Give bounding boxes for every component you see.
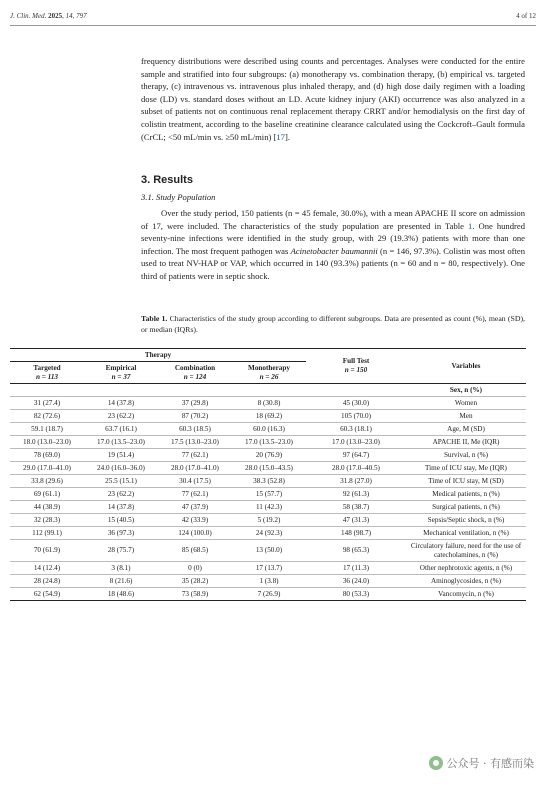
variable-label: Surgical patients, n (%) [406, 501, 526, 514]
table-cell: 3 (8.1) [84, 562, 158, 575]
table-row [10, 514, 526, 527]
col-header-monotherapy: Monotherapy n = 26 [248, 363, 290, 381]
table-row [10, 475, 526, 488]
table-row [10, 462, 526, 475]
table-cell: 17.0 (13.5–23.0) [84, 436, 158, 449]
table-cell: 87 (70.2) [158, 410, 232, 423]
table-reference-link[interactable]: 1 [468, 220, 473, 231]
col-header-empirical: Empirical n = 37 [105, 363, 137, 381]
table-cell: 17.5 (13.0–23.0) [158, 436, 232, 449]
table-cell: 31 (27.4) [10, 397, 84, 410]
table-cell: 82 (72.6) [10, 410, 84, 423]
section-title: 3. Results [141, 174, 193, 186]
table-cell: 42 (33.9) [158, 514, 232, 527]
variable-label: Age, M (SD) [406, 423, 526, 436]
reference-link[interactable]: 17 [276, 131, 285, 142]
variable-label: Circulatory failure, need for the use of catecholamines, n (%) [406, 540, 526, 562]
col-header-targeted: Targeted n = 113 [33, 363, 61, 381]
table-caption: Table 1. Characteristics of the study group according to different subgroups. Data are presented as count (%), mean (SD), or median (IQRs). [141, 314, 525, 334]
table-cell: 29.0 (17.0–41.0) [10, 462, 84, 475]
table-cell: 80 (53.3) [306, 588, 406, 601]
variable-label: Vancomycin, n (%) [406, 588, 526, 601]
page-number: 4 of 12 [516, 12, 536, 20]
variable-label: Aminoglycosides, n (%) [406, 575, 526, 588]
table-cell: 97 (64.7) [306, 449, 406, 462]
table-cell: 59.1 (18.7) [10, 423, 84, 436]
variable-label: Time of ICU stay, M (SD) [406, 475, 526, 488]
table-row [10, 562, 526, 575]
table-cell: 13 (50.0) [232, 540, 306, 562]
variable-label: Sepsis/Septic shock, n (%) [406, 514, 526, 527]
table-cell: 77 (62.1) [158, 488, 232, 501]
table-cell: 17.0 (13.0–23.0) [306, 436, 406, 449]
table-cell: 35 (28.2) [158, 575, 232, 588]
table-cell: 23 (62.2) [84, 488, 158, 501]
table-cell: 18 (69.2) [232, 410, 306, 423]
watermark: 公众号 · 有感而染 [429, 755, 535, 771]
table-cell: 60.3 (18.1) [306, 423, 406, 436]
table-cell: 31.8 (27.0) [306, 475, 406, 488]
table-cell: 20 (76.9) [232, 449, 306, 462]
table-cell: 5 (19.2) [232, 514, 306, 527]
table-row [10, 488, 526, 501]
table-cell: 47 (31.3) [306, 514, 406, 527]
table-cell: 60.3 (18.5) [158, 423, 232, 436]
subsection-title: 3.1. Study Population [141, 192, 216, 202]
table-cell: 17.0 (13.5–23.0) [232, 436, 306, 449]
table-row [10, 410, 526, 423]
table-cell: 70 (61.9) [10, 540, 84, 562]
table-cell: 32 (28.3) [10, 514, 84, 527]
table-cell: 15 (40.5) [84, 514, 158, 527]
table-cell: 62 (54.9) [10, 588, 84, 601]
table-section-row [10, 384, 526, 397]
table-cell: 14 (37.8) [84, 501, 158, 514]
table-row [10, 501, 526, 514]
table-cell: 148 (98.7) [306, 527, 406, 540]
table-cell: 85 (68.5) [158, 540, 232, 562]
table-cell: 73 (58.9) [158, 588, 232, 601]
journal-citation: J. Clin. Med. 2025, 14, 797 [10, 12, 87, 20]
table-row [10, 423, 526, 436]
table-cell: 60.0 (16.3) [232, 423, 306, 436]
table-cell: 33.8 (29.6) [10, 475, 84, 488]
table-row [10, 449, 526, 462]
table-cell: 7 (26.9) [232, 588, 306, 601]
table-cell: 36 (97.3) [84, 527, 158, 540]
header-divider [10, 25, 536, 26]
table-cell: 92 (61.3) [306, 488, 406, 501]
table-cell: 18 (48.6) [84, 588, 158, 601]
variable-label: Mechanical ventilation, n (%) [406, 527, 526, 540]
variable-label: Time of ICU stay, Me (IQR) [406, 462, 526, 475]
table-cell: 23 (62.2) [84, 410, 158, 423]
table-cell: 77 (62.1) [158, 449, 232, 462]
table-cell: 24 (92.3) [232, 527, 306, 540]
table-row [10, 397, 526, 410]
table-cell: 36 (24.0) [306, 575, 406, 588]
table-cell: 105 (70.0) [306, 410, 406, 423]
table-row [10, 540, 526, 562]
table-cell: 14 (37.8) [84, 397, 158, 410]
table-cell: 45 (30.0) [306, 397, 406, 410]
table-cell: 0 (0) [158, 562, 232, 575]
col-header-variables: Variables [406, 349, 526, 384]
variable-label: Other nephrotoxic agents, n (%) [406, 562, 526, 575]
table-cell: 47 (37.9) [158, 501, 232, 514]
table-row [10, 527, 526, 540]
table-cell: 124 (100.0) [158, 527, 232, 540]
table-cell: 8 (30.8) [232, 397, 306, 410]
table-cell: 28.0 (15.0–43.5) [232, 462, 306, 475]
table-cell: 8 (21.6) [84, 575, 158, 588]
section-row-label: Sex, n (%) [406, 384, 526, 397]
table-cell: 25.5 (15.1) [84, 475, 158, 488]
table-cell: 28 (24.8) [10, 575, 84, 588]
table-cell: 28.0 (17.0–40.5) [306, 462, 406, 475]
table-cell: 28.0 (17.0–41.0) [158, 462, 232, 475]
table-cell: 112 (99.1) [10, 527, 84, 540]
methods-paragraph: frequency distributions were described using counts and percentages. Analyses were conducted for the entire sample and stratified into four subgroups: (a) monotherapy vs. combination therapy, (b) empirical vs. targeted therapy, (c) intravenous vs. intravenous plus inhaled therapy, and (d) high dose daily regimen with a loading dose (LD) vs. standard doses without an LD. Acute kidney injury (AKI) occurrence was also analyzed in a subset of patients not on continuous renal replacement therapy CRRT and/or hemodialysis on the first day of colistin treatment, according to the baseline creatinine clearance calculated using the Cockcroft–Gault formula (CrCL; <50 mL/min vs. ≥50 mL/min) [17]. [141, 56, 525, 142]
col-header-full: Full Test n = 150 [306, 349, 406, 384]
table-cell: 98 (65.3) [306, 540, 406, 562]
variable-label: Men [406, 410, 526, 423]
table-cell: 38.3 (52.8) [232, 475, 306, 488]
table-cell: 19 (51.4) [84, 449, 158, 462]
table-cell: 17 (13.7) [232, 562, 306, 575]
table-cell: 63.7 (16.1) [84, 423, 158, 436]
table-row [10, 575, 526, 588]
table-cell: 30.4 (17.5) [158, 475, 232, 488]
table-cell: 28 (75.7) [84, 540, 158, 562]
table-cell: 15 (57.7) [232, 488, 306, 501]
table-row [10, 588, 526, 601]
table-cell: 37 (29.8) [158, 397, 232, 410]
variable-label: Women [406, 397, 526, 410]
wechat-icon [429, 756, 443, 770]
table-cell: 1 (3.8) [232, 575, 306, 588]
table-cell: 78 (69.0) [10, 449, 84, 462]
table-cell: 18.0 (13.0–23.0) [10, 436, 84, 449]
table-cell: 14 (12.4) [10, 562, 84, 575]
page-header [10, 12, 536, 26]
variable-label: APACHE II, Me (IQR) [406, 436, 526, 449]
table-cell: 58 (38.7) [306, 501, 406, 514]
variable-label: Survival, n (%) [406, 449, 526, 462]
table-cell: 24.0 (16.0–36.0) [84, 462, 158, 475]
table-cell: 69 (61.1) [10, 488, 84, 501]
table-cell: 44 (38.9) [10, 501, 84, 514]
table-row [10, 436, 526, 449]
therapy-header: Therapy [10, 349, 306, 362]
table-cell: 11 (42.3) [232, 501, 306, 514]
variable-label: Medical patients, n (%) [406, 488, 526, 501]
col-header-combination: Combination n = 124 [174, 363, 216, 381]
characteristics-table [10, 348, 526, 601]
table-cell: 17 (11.3) [306, 562, 406, 575]
results-paragraph: Over the study period, 150 patients (n = 45 female, 30.0%), with a mean APACHE II score on admission of 17, were included. The characteristics of the study population are presented in Table 1. One hundred seventy-nine infections were identified in the study group, with 29 (19.3%) patients with more than one infection. The most frequent pathogen was Acinetobacter baumannii (n = 146, 97.3%). Colistin was most often used to treat NV-HAP or VAP, which occurred in 140 (93.3%) patients (n = 60 and n = 80, respectively). One third of patients were in septic shock. [141, 208, 525, 281]
